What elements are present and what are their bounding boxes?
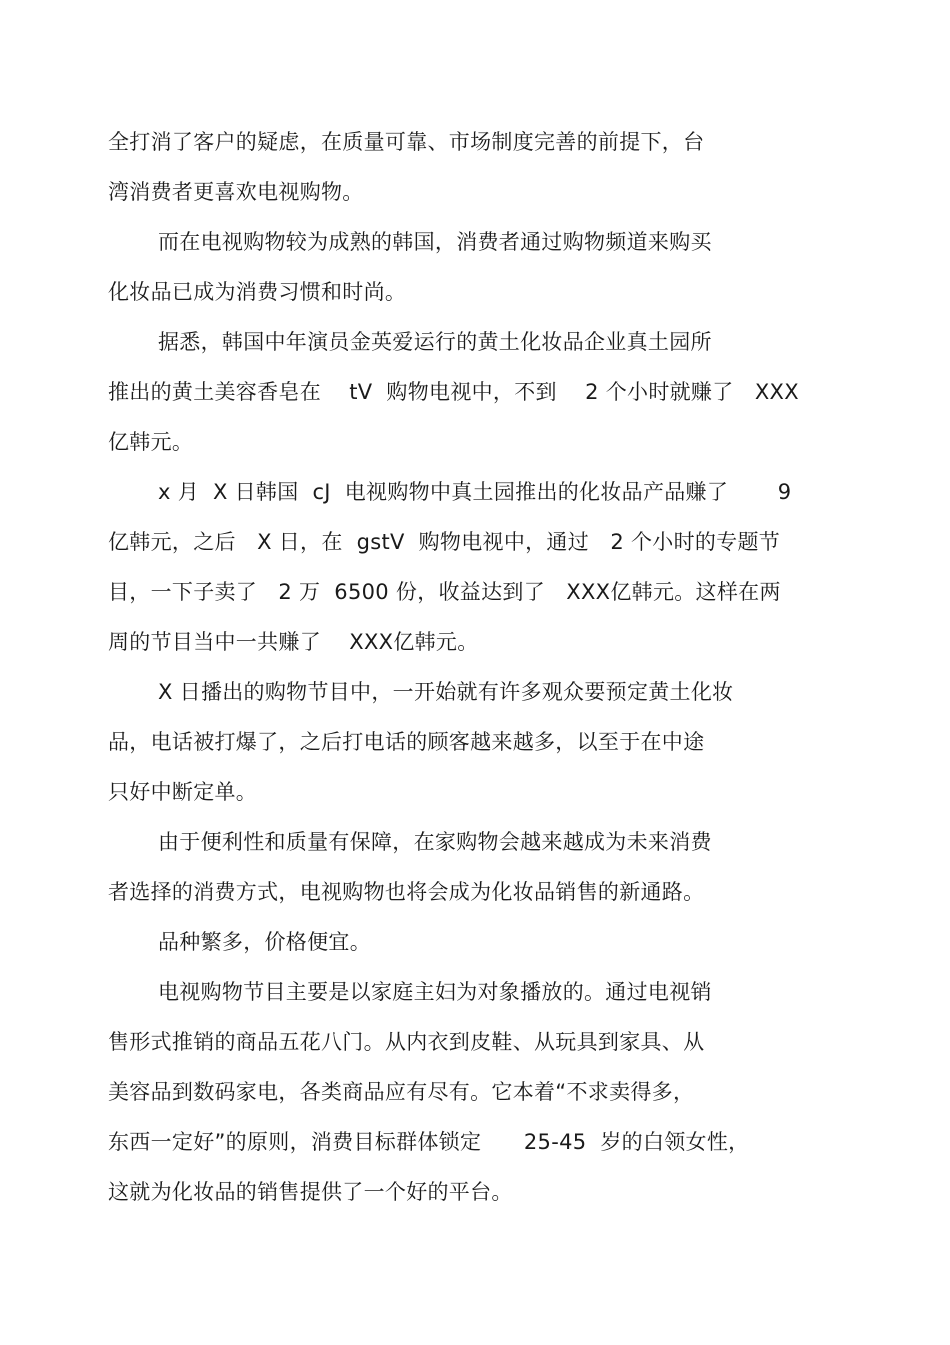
- text-line: 东西一定好”的原则，消费目标群体锁定 25-45 岁的白领女性，: [108, 1130, 750, 1154]
- text-line: 湾消费者更喜欢电视购物。: [108, 180, 364, 204]
- text-line: 电视购物节目主要是以家庭主妇为对象播放的。通过电视销: [158, 980, 712, 1004]
- text-line: 品，电话被打爆了，之后打电话的顾客越来越多，以至于在中途: [108, 730, 705, 754]
- text-line: 由于便利性和质量有保障，在家购物会越来越成为未来消费: [158, 830, 712, 854]
- text-line: 品种繁多，价格便宜。: [158, 930, 371, 954]
- text-line: 亿韩元。: [108, 430, 194, 454]
- text-line: 售形式推销的商品五花八门。从内衣到皮鞋、从玩具到家具、从: [108, 1030, 705, 1054]
- text-line: x 月 X 日韩国 cJ 电视购物中真土园推出的化妆品产品赚了 9: [158, 480, 792, 504]
- text-line: 美容品到数码家电，各类商品应有尽有。它本着“不求卖得多，: [108, 1080, 695, 1104]
- text-line: 据悉，韩国中年演员金英爱运行的黄土化妆品企业真土园所: [158, 330, 712, 354]
- text-line: 目，一下子卖了 2 万 6500 份，收益达到了 XXX亿韩元。这样在两: [108, 580, 781, 604]
- text-line: 化妆品已成为消费习惯和时尚。: [108, 280, 407, 304]
- text-line: 全打消了客户的疑虑，在质量可靠、市场制度完善的前提下，台: [108, 130, 705, 154]
- text-line: 推出的黄土美容香皂在 tV 购物电视中，不到 2 个小时就赚了 XXX: [108, 380, 799, 404]
- text-line: 者选择的消费方式，电视购物也将会成为化妆品销售的新通路。: [108, 880, 705, 904]
- text-line: 这就为化妆品的销售提供了一个好的平台。: [108, 1180, 513, 1204]
- text-line: 只好中断定单。: [108, 780, 258, 804]
- text-line: X 日播出的购物节目中，一开始就有许多观众要预定黄土化妆: [158, 680, 734, 704]
- text-line: 亿韩元，之后 X 日，在 gstV 购物电视中，通过 2 个小时的专题节: [108, 530, 781, 554]
- text-line: 而在电视购物较为成熟的韩国，消费者通过购物频道来购买: [158, 230, 712, 254]
- text-line: 周的节目当中一共赚了 XXX亿韩元。: [108, 630, 479, 654]
